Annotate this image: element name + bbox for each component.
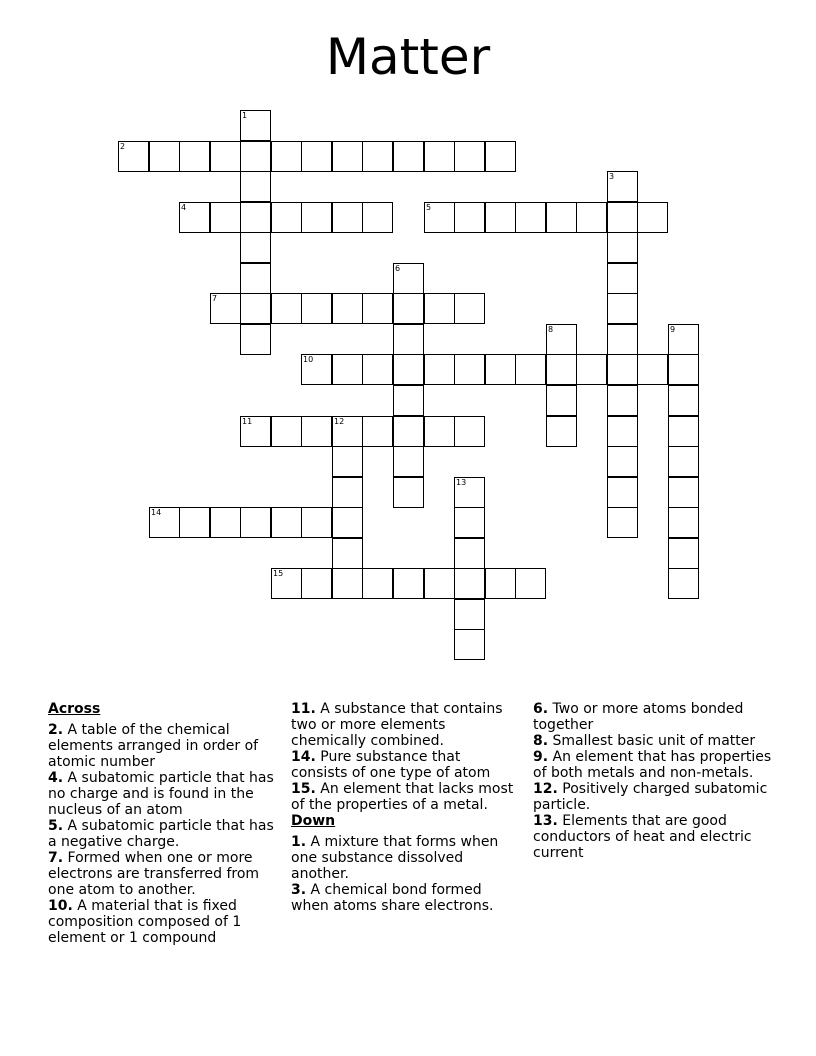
clue-text: A subatomic particle that has no charge and is found in the nucleus of an atom (48, 770, 274, 818)
clue-number: 5. (48, 818, 64, 834)
grid-cell[interactable] (393, 141, 424, 172)
grid-cell[interactable] (668, 538, 699, 569)
clue-text: Positively charged subatomic particle. (533, 781, 768, 813)
clue-number: 12. (533, 781, 558, 797)
clue-down-1 (291, 834, 521, 882)
grid-cell[interactable] (393, 293, 424, 324)
clue-number: 3. (291, 882, 307, 898)
clue-text: Two or more atoms bonded together (533, 701, 744, 733)
grid-cell[interactable] (210, 293, 241, 324)
clue-down-8 (533, 733, 773, 749)
grid-cell[interactable] (393, 568, 424, 599)
grid-cell[interactable] (515, 568, 546, 599)
grid-cell[interactable] (607, 354, 638, 385)
clue-down-13 (533, 813, 773, 861)
grid-cell[interactable] (607, 477, 638, 508)
page-title: Matter (325, 28, 491, 86)
grid-cell[interactable] (210, 202, 241, 233)
grid-cell[interactable] (454, 354, 485, 385)
clue-text: A table of the chemical elements arranged in order of atomic number (48, 722, 259, 770)
grid-cell[interactable] (301, 354, 332, 385)
grid-cell[interactable] (362, 202, 393, 233)
grid-cell[interactable] (485, 141, 516, 172)
grid-cell[interactable] (240, 171, 271, 202)
cell-number: 15 (273, 569, 284, 578)
grid-cell[interactable] (393, 385, 424, 416)
clue-down-9 (533, 749, 773, 781)
clue-number: 2. (48, 722, 64, 738)
grid-cell[interactable] (454, 538, 485, 569)
grid-cell[interactable] (607, 263, 638, 294)
clue-text: A subatomic particle that has a negative charge. (48, 818, 274, 850)
clue-text: Formed when one or more electrons are transferred from one atom to another. (48, 850, 260, 898)
grid-cell[interactable] (485, 354, 516, 385)
cell-number: 4 (181, 203, 187, 212)
grid-cell[interactable] (607, 385, 638, 416)
grid-cell[interactable] (240, 110, 271, 141)
grid-cell[interactable] (271, 141, 302, 172)
clue-text: A material that is fixed composition composed of 1 element or 1 compound (48, 898, 242, 946)
clue-number: 8. (533, 733, 549, 749)
clue-down-6 (533, 701, 773, 733)
grid-cell[interactable] (332, 293, 363, 324)
clue-across-10 (48, 898, 276, 946)
grid-cell[interactable] (362, 354, 393, 385)
clue-number: 4. (48, 770, 64, 786)
grid-cell[interactable] (332, 141, 363, 172)
grid-cell[interactable] (607, 507, 638, 538)
cell-number: 2 (120, 142, 126, 151)
grid-cell[interactable] (454, 416, 485, 447)
grid-cell[interactable] (668, 507, 699, 538)
grid-cell[interactable] (301, 293, 332, 324)
cell-number: 1 (242, 111, 248, 120)
clue-across-11 (291, 701, 521, 749)
grid-cell[interactable] (668, 416, 699, 447)
grid-cell[interactable] (607, 171, 638, 202)
grid-cell[interactable] (424, 568, 455, 599)
cell-number: 9 (670, 325, 676, 334)
cell-number: 11 (242, 417, 253, 426)
grid-cell[interactable] (546, 202, 577, 233)
cell-number: 14 (151, 508, 162, 517)
grid-cell[interactable] (332, 354, 363, 385)
grid-cell[interactable] (546, 416, 577, 447)
clue-across-4 (48, 770, 276, 818)
cell-number: 7 (212, 294, 218, 303)
grid-cell[interactable] (546, 354, 577, 385)
grid-cell[interactable] (179, 507, 210, 538)
clue-text: A chemical bond formed when atoms share electrons. (291, 882, 494, 914)
clue-across-2 (48, 722, 276, 770)
clue-number: 10. (48, 898, 73, 914)
grid-cell[interactable] (240, 232, 271, 263)
cell-number: 8 (548, 325, 554, 334)
grid-cell[interactable] (271, 507, 302, 538)
grid-cell[interactable] (668, 477, 699, 508)
clue-text: Elements that are good conductors of heat and electric current (533, 813, 752, 861)
grid-cell[interactable] (393, 477, 424, 508)
clue-down-3 (291, 882, 521, 914)
clue-number: 1. (291, 834, 307, 850)
grid-cell[interactable] (454, 141, 485, 172)
grid-cell[interactable] (454, 202, 485, 233)
grid-cell[interactable] (179, 202, 210, 233)
clue-text: A mixture that forms when one substance dissolved another. (291, 834, 499, 882)
grid-cell[interactable] (393, 324, 424, 355)
grid-cell[interactable] (668, 568, 699, 599)
clue-number: 7. (48, 850, 64, 866)
grid-cell[interactable] (362, 568, 393, 599)
grid-cell[interactable] (485, 202, 516, 233)
grid-cell[interactable] (668, 446, 699, 477)
clue-number: 14. (291, 749, 316, 765)
clue-text: A substance that contains two or more elements chemically combined. (291, 701, 503, 749)
grid-cell[interactable] (637, 202, 668, 233)
cell-number: 12 (334, 417, 345, 426)
grid-cell[interactable] (271, 293, 302, 324)
grid-cell[interactable] (485, 568, 516, 599)
grid-cell[interactable] (607, 202, 638, 233)
grid-cell[interactable] (454, 477, 485, 508)
grid-cell[interactable] (210, 141, 241, 172)
grid-cell[interactable] (454, 568, 485, 599)
grid-cell[interactable] (362, 416, 393, 447)
grid-cell[interactable] (637, 354, 668, 385)
clue-across-14 (291, 749, 521, 781)
grid-cell[interactable] (546, 385, 577, 416)
clue-text: An element that has properties of both metals and non-metals. (533, 749, 772, 781)
grid-cell[interactable] (179, 141, 210, 172)
clue-number: 13. (533, 813, 558, 829)
cell-number: 13 (456, 478, 467, 487)
grid-cell[interactable] (240, 416, 271, 447)
down-heading: Down (291, 813, 336, 829)
grid-cell[interactable] (301, 568, 332, 599)
grid-cell[interactable] (393, 446, 424, 477)
grid-cell[interactable] (454, 599, 485, 630)
grid-cell[interactable] (515, 354, 546, 385)
grid-cell[interactable] (668, 324, 699, 355)
grid-cell[interactable] (607, 293, 638, 324)
grid-cell[interactable] (240, 202, 271, 233)
grid-cell[interactable] (668, 385, 699, 416)
grid-cell[interactable] (149, 507, 180, 538)
grid-cell[interactable] (607, 446, 638, 477)
clues-column-2 (291, 701, 521, 914)
grid-cell[interactable] (607, 232, 638, 263)
grid-cell[interactable] (424, 416, 455, 447)
grid-cell[interactable] (118, 141, 149, 172)
clue-down-12 (533, 781, 773, 813)
grid-cell[interactable] (454, 293, 485, 324)
grid-cell[interactable] (424, 354, 455, 385)
grid-cell[interactable] (393, 354, 424, 385)
clues-column-3 (533, 701, 773, 861)
grid-cell[interactable] (301, 141, 332, 172)
grid-cell[interactable] (393, 416, 424, 447)
clues-column-1 (48, 701, 276, 946)
cell-number: 10 (303, 355, 314, 364)
clue-across-7 (48, 850, 276, 898)
cell-number: 6 (395, 264, 401, 273)
grid-cell[interactable] (424, 141, 455, 172)
grid-cell[interactable] (332, 202, 363, 233)
grid-cell[interactable] (271, 202, 302, 233)
grid-cell[interactable] (546, 324, 577, 355)
grid-cell[interactable] (301, 507, 332, 538)
grid-cell[interactable] (240, 263, 271, 294)
clue-across-15 (291, 781, 521, 813)
clue-number: 15. (291, 781, 316, 797)
grid-cell[interactable] (576, 354, 607, 385)
grid-cell[interactable] (332, 446, 363, 477)
grid-cell[interactable] (454, 629, 485, 660)
grid-cell[interactable] (332, 568, 363, 599)
grid-cell[interactable] (607, 416, 638, 447)
grid-cell[interactable] (210, 507, 241, 538)
grid-cell[interactable] (362, 293, 393, 324)
grid-cell[interactable] (301, 202, 332, 233)
grid-cell[interactable] (515, 202, 546, 233)
clue-across-5 (48, 818, 276, 850)
clue-number: 9. (533, 749, 549, 765)
cell-number: 3 (609, 172, 615, 181)
grid-cell[interactable] (149, 141, 180, 172)
grid-cell[interactable] (332, 538, 363, 569)
across-heading: Across (48, 701, 101, 717)
grid-cell[interactable] (454, 507, 485, 538)
grid-cell[interactable] (332, 507, 363, 538)
grid-cell[interactable] (424, 202, 455, 233)
grid-cell[interactable] (424, 293, 455, 324)
grid-cell[interactable] (668, 354, 699, 385)
clue-number: 11. (291, 701, 316, 717)
clue-text: An element that lacks most of the properties of a metal. (291, 781, 514, 813)
grid-cell[interactable] (240, 324, 271, 355)
grid-cell[interactable] (393, 263, 424, 294)
grid-cell[interactable] (607, 324, 638, 355)
grid-cell[interactable] (362, 141, 393, 172)
grid-cell[interactable] (271, 568, 302, 599)
grid-cell[interactable] (240, 507, 271, 538)
clue-text: Pure substance that consists of one type of atom (291, 749, 491, 781)
clue-number: 6. (533, 701, 549, 717)
grid-cell[interactable] (332, 477, 363, 508)
grid-cell[interactable] (240, 141, 271, 172)
grid-cell[interactable] (301, 416, 332, 447)
cell-number: 5 (426, 203, 432, 212)
grid-cell[interactable] (271, 416, 302, 447)
grid-cell[interactable] (332, 416, 363, 447)
grid-cell[interactable] (576, 202, 607, 233)
grid-cell[interactable] (240, 293, 271, 324)
clue-text: Smallest basic unit of matter (552, 733, 756, 749)
